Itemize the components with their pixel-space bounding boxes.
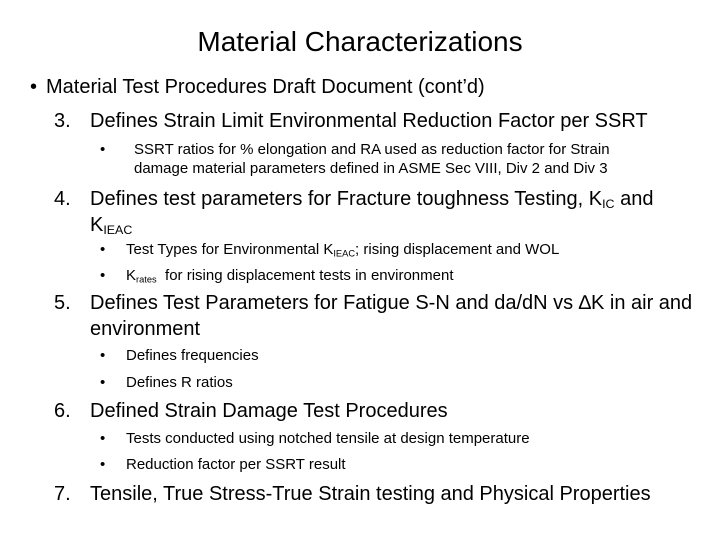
- item-text: Defines test parameters for Fracture toughness Testing, $K_{IC}$ and $K_{IEAC}$: [90, 188, 654, 238]
- sub-item: [100, 266, 700, 285]
- list-item-4: [54, 186, 704, 238]
- sub-item-text: Tests conducted using notched tensile at design temperature: [126, 430, 530, 447]
- slide-title: Material Characterizations: [197, 26, 523, 57]
- sub-bullet-dot: •: [100, 141, 106, 158]
- sub-bullet-dot: •: [100, 241, 106, 258]
- main-bullet: [30, 74, 485, 100]
- list-item-6: [54, 398, 704, 424]
- item-number: 7.: [54, 483, 71, 505]
- sub-item-text-line-2: damage material parameters defined in ASME Sec VIII, Div 2 and Div 3: [134, 160, 608, 177]
- item-text: Defined Strain Damage Test Procedures: [90, 400, 448, 422]
- sub-item-text: Test Types for Environmental $K_{IEAC}$; rising displacement and WOL: [126, 241, 560, 259]
- item-text: Defines Test Parameters for Fatigue S-N and da/dN vs ∆K in air and environment: [90, 292, 693, 340]
- list-item-7: [54, 481, 704, 507]
- sub-item: [100, 429, 700, 448]
- main-bullet-text: Material Test Procedures Draft Document (cont’d): [46, 76, 485, 98]
- sub-bullet-dot: •: [100, 456, 106, 473]
- sub-item: [100, 346, 700, 365]
- item-number: 4.: [54, 188, 71, 210]
- item-text: Defines Strain Limit Environmental Reduction Factor per SSRT: [90, 110, 648, 132]
- sub-item-text: $K_{rates}$ for rising displacement tests in environment: [126, 267, 454, 285]
- sub-item: [100, 455, 700, 474]
- sub-bullet-dot: •: [100, 430, 106, 447]
- list-item-3: [54, 108, 704, 134]
- sub-bullet-dot: •: [100, 347, 106, 364]
- item-number: 3.: [54, 110, 71, 132]
- item-number: 5.: [54, 292, 71, 314]
- sub-item-text: Defines R ratios: [126, 374, 233, 391]
- list-item-5: [54, 290, 704, 342]
- item-text: Tensile, True Stress-True Strain testing and Physical Properties: [90, 483, 651, 505]
- bullet-dot: •: [30, 76, 38, 98]
- sub-item-text: Reduction factor per SSRT result: [126, 456, 346, 473]
- sub-item: [100, 373, 700, 392]
- sub-item: [100, 140, 700, 178]
- sub-bullet-dot: •: [100, 374, 106, 391]
- sub-bullet-dot: •: [100, 267, 106, 284]
- sub-item: [100, 240, 700, 259]
- item-number: 6.: [54, 400, 71, 422]
- sub-item-text: Defines frequencies: [126, 347, 259, 364]
- sub-item-text-line-1: SSRT ratios for % elongation and RA used as reduction factor for Strain: [134, 141, 610, 158]
